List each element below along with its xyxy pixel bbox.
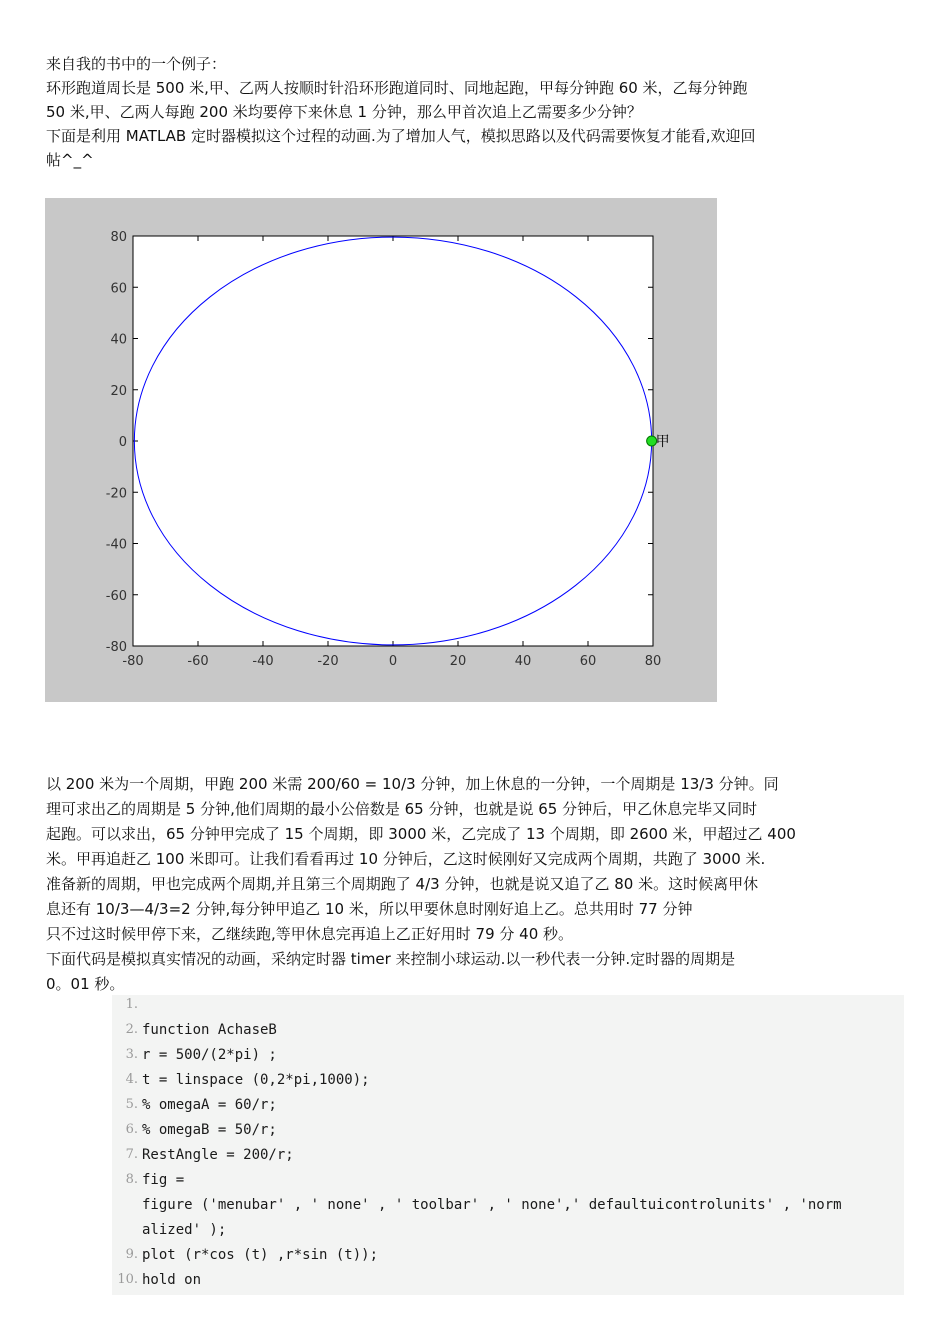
analysis-line: 起跑。可以求出，65 分钟甲完成了 15 个周期，即 3000 米，乙完成了 13 个周期，即 2600 米，甲超过乙 400	[46, 825, 796, 843]
y-tick-label: 0	[118, 435, 127, 450]
intro-paragraph	[46, 52, 908, 172]
intro-line: 50 米,甲、乙两人每跑 200 米均要停下来休息 1 分钟，那么甲首次追上乙需要多少分钟？	[46, 103, 642, 121]
code-text: RestAngle = 200/r;	[142, 1147, 294, 1163]
line-number: 5.	[125, 1097, 138, 1112]
line-number: 6.	[125, 1122, 138, 1137]
analysis-line: 理可求出乙的周期是 5 分钟,他们周期的最小公倍数是 65 分钟，也就是说 65 分钟后，甲乙休息完毕又同时	[46, 800, 758, 818]
x-tick-label: 0	[388, 654, 398, 669]
code-text: function AchaseB	[142, 1022, 277, 1038]
code-text: plot (r*cos (t) ,r*sin (t));	[142, 1247, 379, 1263]
analysis-line: 息还有 10/3—4/3=2 分钟,每分钟甲追乙 10 米，所以甲要休息时刚好追上乙。总共用时 77 分钟	[46, 900, 693, 918]
analysis-line: 米。甲再追赶乙 100 米即可。让我们看看再过 10 分钟后，乙这时候刚好又完成两个周期，共跑了 3000 米.	[46, 850, 766, 868]
y-tick-label: -60	[105, 588, 127, 604]
code-text: % omegaA = 60/r;	[142, 1097, 277, 1113]
code-block	[112, 995, 904, 1295]
line-number: 9.	[125, 1247, 138, 1262]
line-number: 1.	[125, 997, 138, 1012]
x-tick-label: 60	[579, 654, 597, 669]
intro-line: 来自我的书中的一个例子：	[46, 55, 227, 73]
line-number: 4.	[125, 1072, 138, 1087]
plot-svg	[45, 198, 717, 702]
y-tick-label: -40	[105, 537, 127, 553]
y-tick-label: 60	[110, 281, 127, 297]
line-number: 3.	[125, 1047, 138, 1062]
line-number: 10.	[117, 1272, 138, 1287]
x-tick-label: 80	[644, 654, 662, 669]
analysis-line: 以 200 米为一个周期，甲跑 200 米需 200/60 = 10/3 分钟，加上休息的一分钟，一个周期是 13/3 分钟。同	[46, 775, 779, 793]
line-number: 2.	[125, 1022, 138, 1037]
analysis-line: 下面代码是模拟真实情况的动画，采纳定时器 timer 来控制小球运动.以一秒代表一分钟.定时器的周期是	[46, 950, 736, 968]
intro-line: 下面是利用 MATLAB 定时器模拟这个过程的动画.为了增加人气，模拟思路以及代码需要恢复才能看,欢迎回	[46, 127, 756, 145]
x-tick-label: 40	[514, 654, 532, 669]
y-tick-label: 20	[110, 383, 127, 399]
x-tick-label: 20	[449, 654, 467, 669]
code-text: r = 500/(2*pi) ;	[142, 1047, 277, 1063]
matlab-figure	[45, 198, 717, 702]
intro-line: 帖^_^	[46, 151, 94, 169]
x-tick-label: -60	[187, 654, 209, 669]
x-tick-label: -80	[122, 654, 144, 669]
analysis-line: 准备新的周期，甲也完成两个周期,并且第三个周期跑了 4/3 分钟，也就是说又追了乙 80 米。这时候离甲休	[46, 875, 759, 893]
analysis-line: 0。01 秒。	[46, 975, 125, 993]
analysis-line: 只不过这时候甲停下来，乙继续跑,等甲休息完再追上乙正好用时 79 分 40 秒。	[46, 925, 574, 943]
analysis-paragraph	[46, 772, 908, 997]
code-text: t = linspace (0,2*pi,1000);	[142, 1072, 370, 1088]
x-tick-label: -20	[317, 654, 339, 669]
plot-area	[133, 236, 653, 646]
code-text: hold on	[142, 1272, 202, 1288]
runner-label: 甲	[655, 434, 670, 450]
code-text: alized' );	[142, 1222, 227, 1238]
intro-line: 环形跑道周长是 500 米,甲、乙两人按顺时针沿环形跑道同时、同地起跑，甲每分钟跑 60 米，乙每分钟跑	[46, 79, 748, 97]
code-text: fig =	[142, 1172, 185, 1188]
line-number: 8.	[125, 1172, 138, 1187]
y-tick-label: -80	[105, 640, 127, 655]
x-tick-label: -40	[252, 654, 274, 669]
y-tick-label: 80	[110, 230, 127, 245]
code-text: % omegaB = 50/r;	[142, 1122, 277, 1138]
y-tick-label: -20	[105, 486, 127, 502]
code-text: figure ('menubar' , ' none' , ' toolbar' , ' none',' defaultuicontrolunits' , 'norm	[142, 1197, 842, 1213]
y-tick-label: 40	[110, 332, 127, 348]
line-number: 7.	[125, 1147, 138, 1162]
